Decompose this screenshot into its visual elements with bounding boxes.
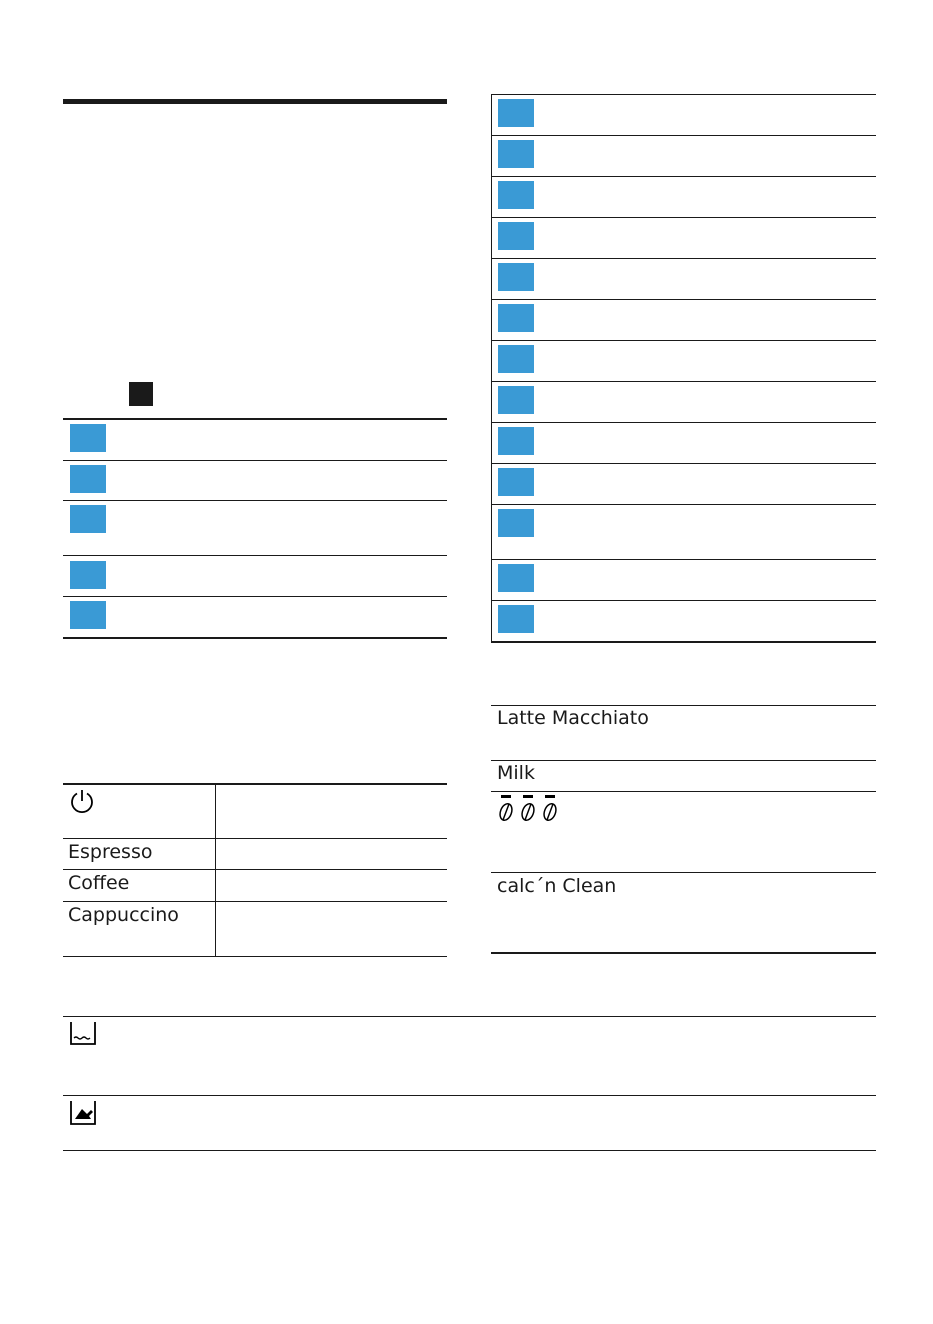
buttons-table-divider <box>63 869 447 870</box>
buttons-table-bottom-rule <box>63 956 447 957</box>
right-key-divider <box>491 340 876 341</box>
bottom-table-divider <box>63 1095 876 1096</box>
right-key-divider <box>491 504 876 505</box>
power-icon <box>68 787 96 815</box>
right-key-divider <box>491 381 876 382</box>
espresso-label: Espresso <box>68 841 153 863</box>
right-key-3 <box>498 181 534 209</box>
buttons-table-column-divider <box>215 783 216 957</box>
right-table-divider <box>491 760 876 761</box>
display-key-symbol <box>129 382 153 406</box>
right-key-list-top-rule <box>491 94 876 95</box>
right-key-1 <box>498 99 534 127</box>
latte-macchiato-label: Latte Macchiato <box>497 707 649 729</box>
left-key-divider <box>63 596 447 597</box>
right-key-2 <box>498 140 534 168</box>
bottom-table-bottom-rule <box>63 1150 876 1151</box>
right-key-divider <box>491 600 876 601</box>
right-table-divider <box>491 872 876 873</box>
right-key-11 <box>498 509 534 537</box>
left-key-5 <box>70 601 106 629</box>
right-key-12 <box>498 564 534 592</box>
right-table-divider <box>491 791 876 792</box>
section-heading-bar <box>63 99 447 104</box>
right-key-divider <box>491 299 876 300</box>
right-key-divider <box>491 217 876 218</box>
left-key-4 <box>70 561 106 589</box>
right-key-divider <box>491 176 876 177</box>
coffee-label: Coffee <box>68 872 130 894</box>
buttons-table-top-rule <box>63 783 447 785</box>
left-key-list-top-rule <box>63 418 447 420</box>
right-key-list-bottom-rule <box>491 641 876 643</box>
left-key-divider <box>63 460 447 461</box>
milk-label: Milk <box>497 762 535 784</box>
right-key-divider <box>491 559 876 560</box>
left-key-divider <box>63 555 447 556</box>
right-key-5 <box>498 263 534 291</box>
right-key-divider <box>491 258 876 259</box>
right-key-divider <box>491 422 876 423</box>
right-key-10 <box>498 468 534 496</box>
buttons-table-divider <box>63 901 447 902</box>
right-table-bottom-rule <box>491 952 876 954</box>
right-key-8 <box>498 386 534 414</box>
right-key-6 <box>498 304 534 332</box>
right-key-13 <box>498 605 534 633</box>
left-key-2 <box>70 465 106 493</box>
bottom-table-top-rule <box>63 1016 876 1017</box>
right-key-divider <box>491 135 876 136</box>
right-key-4 <box>498 222 534 250</box>
buttons-table-divider <box>63 838 447 839</box>
left-key-1 <box>70 424 106 452</box>
drip-tray-icon <box>68 1099 98 1127</box>
right-key-9 <box>498 427 534 455</box>
cappuccino-label: Cappuccino <box>68 904 179 926</box>
left-key-list-bottom-rule <box>63 637 447 639</box>
left-key-divider <box>63 500 447 501</box>
right-table-divider <box>491 705 876 706</box>
calc-n-clean-label: calc´n Clean <box>497 875 617 897</box>
left-key-3 <box>70 505 106 533</box>
right-key-7 <box>498 345 534 373</box>
coffee-bean-strength-icon <box>497 794 561 824</box>
water-tank-icon <box>68 1020 98 1048</box>
right-key-divider <box>491 463 876 464</box>
